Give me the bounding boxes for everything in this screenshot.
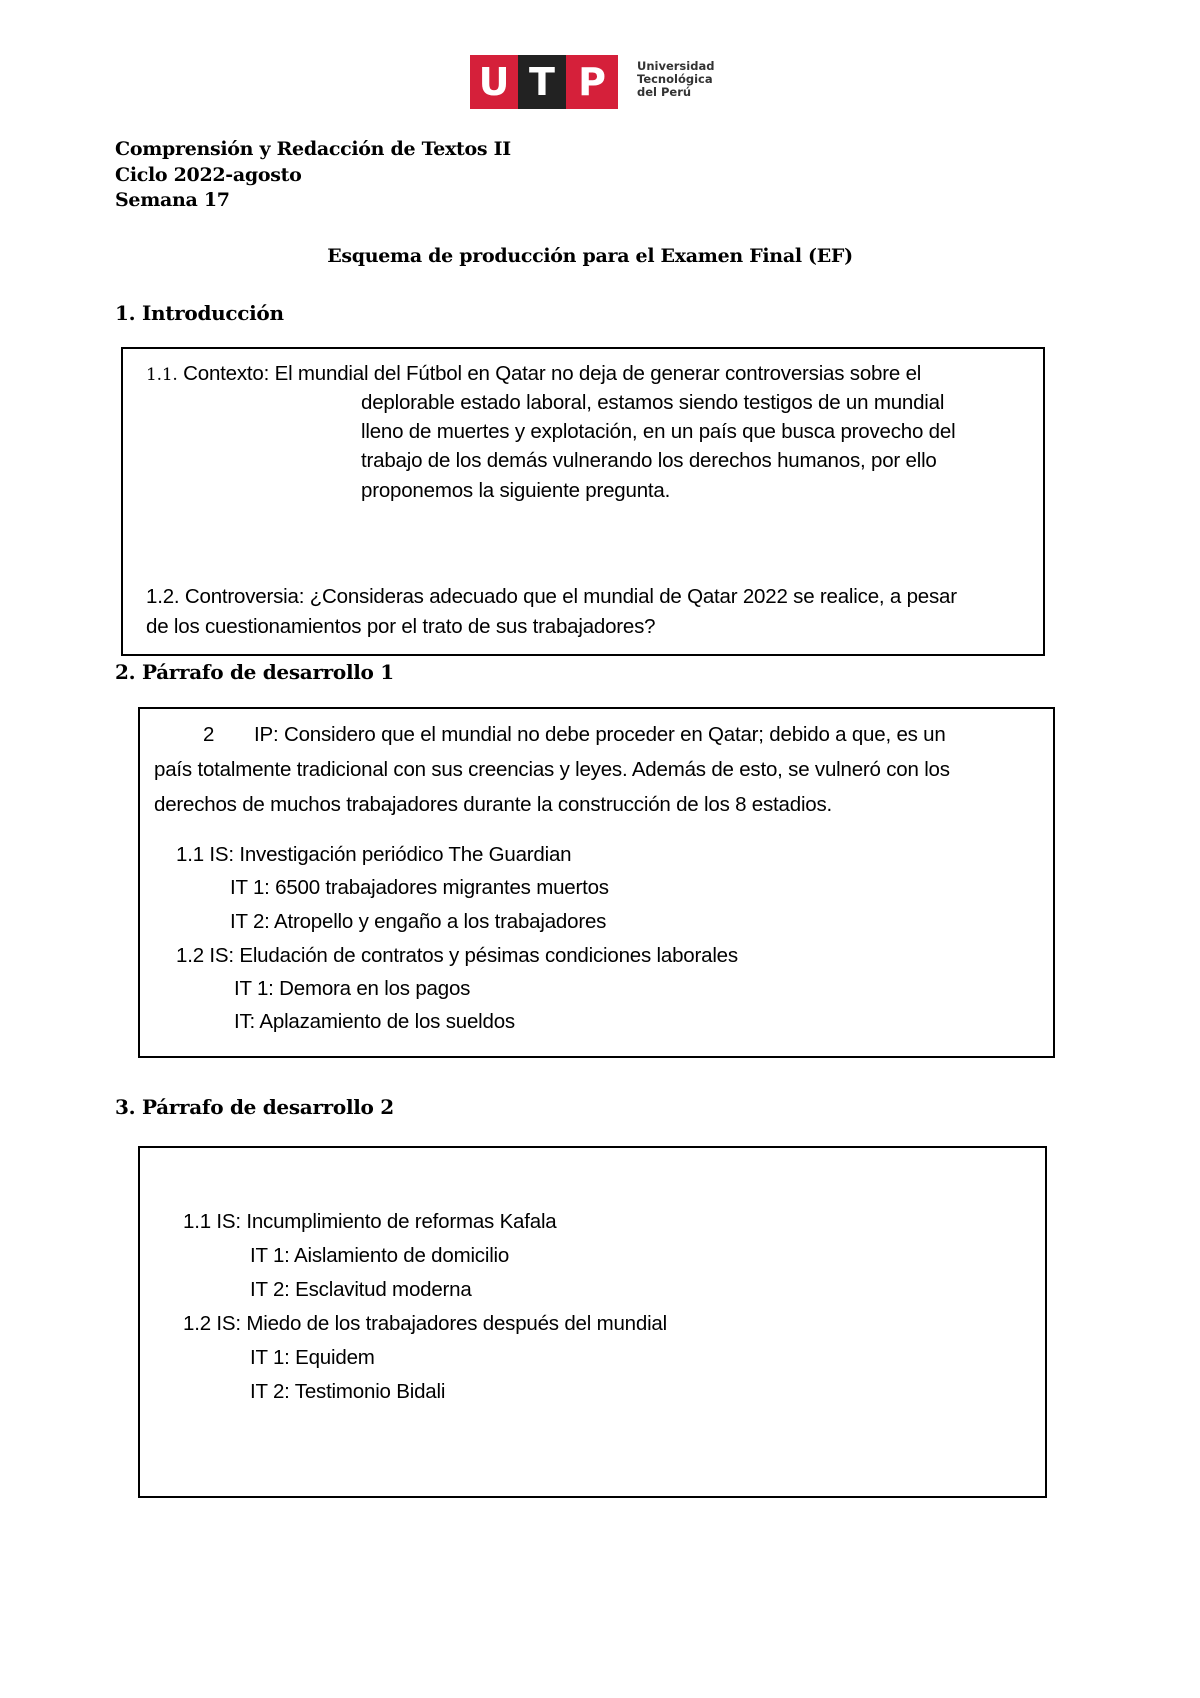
ip-line: derechos de muchos trabajadores durante la construcción de los 8 estadios.	[154, 793, 833, 816]
ip-number: 2	[203, 723, 215, 746]
outline-item: IT 1: 6500 trabajadores migrantes muertos	[230, 876, 609, 899]
outline-item: 1.2 IS: Eludación de contratos y pésimas condiciones laborales	[176, 944, 738, 967]
section-heading-development-2: 3. Párrafo de desarrollo 2	[115, 1095, 394, 1119]
controversy-line: 1.2. Controversia: ¿Consideras adecuado que el mundial de Qatar 2022 se realice, a pesar	[146, 585, 957, 608]
logo-name-line: Universidad	[637, 59, 715, 73]
context-number: 1.1.	[146, 365, 178, 385]
context-line: El mundial del Fútbol en Qatar no deja de generar controversias sobre el	[274, 362, 922, 385]
outline-item: 1.1 IS: Investigación periódico The Guardian	[176, 843, 572, 866]
outline-item: IT: Aplazamiento de los sueldos	[234, 1010, 515, 1033]
outline-item: IT 2: Testimonio Bidali	[250, 1380, 446, 1403]
week-label: Semana 17	[115, 189, 230, 211]
logo-name-line: del Perú	[637, 85, 692, 99]
controversy-line: de los cuestionamientos por el trato de sus trabajadores?	[146, 615, 656, 638]
outline-item: 1.2 IS: Miedo de los trabajadores después del mundial	[183, 1312, 667, 1335]
development-1-box	[138, 707, 1055, 1058]
course-name: Comprensión y Redacción de Textos II	[115, 138, 511, 160]
logo-letter-t: T	[518, 55, 566, 109]
section-heading-introduction: 1. Introducción	[115, 301, 284, 325]
outline-item: IT 1: Demora en los pagos	[234, 977, 471, 1000]
section-heading-development-1: 2. Párrafo de desarrollo 1	[115, 660, 394, 684]
outline-item: 1.1 IS: Incumplimiento de reformas Kafala	[183, 1210, 557, 1233]
context-line: lleno de muertes y explotación, en un país que busca provecho del	[361, 420, 956, 443]
context-line: proponemos la siguiente pregunta.	[361, 479, 671, 502]
ip-line: IP: Considero que el mundial no debe proceder en Qatar; debido a que, es un	[254, 723, 946, 746]
context-label: Contexto:	[183, 362, 270, 385]
outline-item: IT 1: Equidem	[250, 1346, 375, 1369]
logo-university-name	[637, 60, 714, 99]
context-line: trabajo de los demás vulnerando los derechos humanos, por ello	[361, 449, 937, 472]
context-first-line	[146, 362, 921, 386]
logo-letter-p: P	[566, 55, 618, 109]
introduction-box	[121, 347, 1045, 656]
ip-line: país totalmente tradicional con sus creencias y leyes. Además de esto, se vulneró con los	[154, 758, 950, 781]
outline-item: IT 2: Esclavitud moderna	[250, 1278, 472, 1301]
logo-letter-u: U	[470, 55, 518, 109]
utp-logo	[470, 55, 715, 111]
development-2-box	[138, 1146, 1047, 1498]
context-line: deplorable estado laboral, estamos siendo testigos de un mundial	[361, 391, 945, 414]
outline-item: IT 1: Aislamiento de domicilio	[250, 1244, 510, 1267]
cycle-label: Ciclo 2022-agosto	[115, 164, 302, 186]
logo-name-line: Tecnológica	[637, 72, 713, 86]
outline-item: IT 2: Atropello y engaño a los trabajadores	[230, 910, 607, 933]
document-title: Esquema de producción para el Examen Final (EF)	[327, 245, 853, 267]
